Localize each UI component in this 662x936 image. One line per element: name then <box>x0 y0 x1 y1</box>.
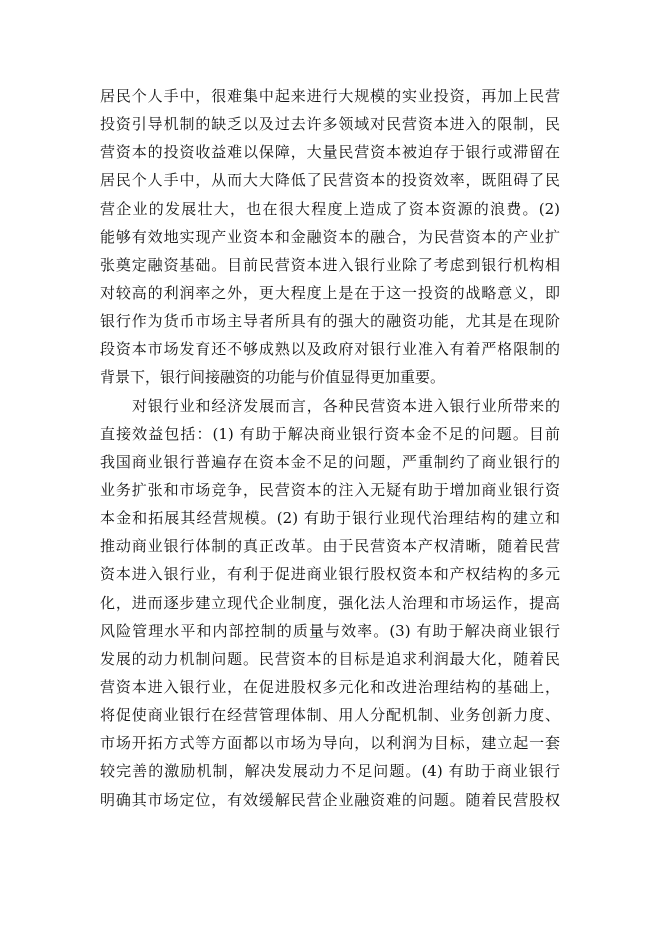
text-line: 市场开拓方式等方面都以市场为导向，以利润为目标，建立起一套 <box>100 734 560 753</box>
text-line: 营资本的投资收益难以保障，大量民营资本被迫存于银行或滞留在 <box>100 143 560 162</box>
text-line: 我国商业银行普遍存在资本金不足的问题，严重制约了商业银行的 <box>100 452 560 471</box>
text-line: 能够有效地实现产业资本和金融资本的融合，为民营资本的产业扩 <box>100 227 560 246</box>
paragraph-1 <box>100 82 560 392</box>
text-line: 推动商业银行体制的真正改革。由于民营资本产权清晰，随着民营 <box>100 537 560 556</box>
text-line: 风险管理水平和内部控制的质量与效率。(3) 有助于解决商业银行 <box>100 621 560 640</box>
text-line: 银行作为货币市场主导者所具有的强大的融资功能，尤其是在现阶 <box>100 312 560 331</box>
document-body <box>100 82 560 814</box>
text-line: 背景下，银行间接融资的功能与价值显得更加重要。 <box>100 368 446 387</box>
text-line: 居民个人手中，很难集中起来进行大规模的实业投资，再加上民营 <box>100 87 560 105</box>
text-line: 较完善的激励机制，解决发展动力不足问题。(4) 有助于商业银行 <box>100 762 560 781</box>
text-line: 张奠定融资基础。目前民营资本进入银行业除了考虑到银行机构相 <box>100 255 560 274</box>
text-line: 化，进而逐步建立现代企业制度，强化法人治理和市场运作，提高 <box>100 593 560 612</box>
text-line: 居民个人手中，从而大大降低了民营资本的投资效率，既阻碍了民 <box>100 171 560 190</box>
text-line: 明确其市场定位，有效缓解民营企业融资难的问题。随着民营股权 <box>100 790 560 809</box>
text-line: 资本进入银行业，有利于促进商业银行股权资本和产权结构的多元 <box>100 565 560 584</box>
text-line: 对银行业和经济发展而言，各种民营资本进入银行业所带来的 <box>132 396 560 415</box>
text-line: 营资本进入银行业，在促进股权多元化和改进治理结构的基础上， <box>100 677 560 696</box>
text-line: 业务扩张和市场竞争，民营资本的注入无疑有助于增加商业银行资 <box>100 480 560 499</box>
text-line: 段资本市场发育还不够成熟以及政府对银行业准入有着严格限制的 <box>100 340 560 359</box>
text-line: 对较高的利润率之外，更大程度上是在于这一投资的战略意义，即 <box>100 283 560 302</box>
paragraph-2 <box>100 392 560 814</box>
text-line: 营企业的发展壮大，也在很大程度上造成了资本资源的浪费。(2) <box>100 199 560 218</box>
text-line: 将促使商业银行在经营管理体制、用人分配机制、业务创新力度、 <box>100 706 560 725</box>
text-line: 发展的动力机制问题。民营资本的目标是追求利润最大化，随着民 <box>100 649 560 668</box>
text-line: 投资引导机制的缺乏以及过去许多领域对民营资本进入的限制，民 <box>100 115 560 134</box>
text-line: 本金和拓展其经营规模。(2) 有助于银行业现代治理结构的建立和 <box>100 509 560 528</box>
text-line: 直接效益包括：(1) 有助于解决商业银行资本金不足的问题。目前 <box>100 424 560 443</box>
